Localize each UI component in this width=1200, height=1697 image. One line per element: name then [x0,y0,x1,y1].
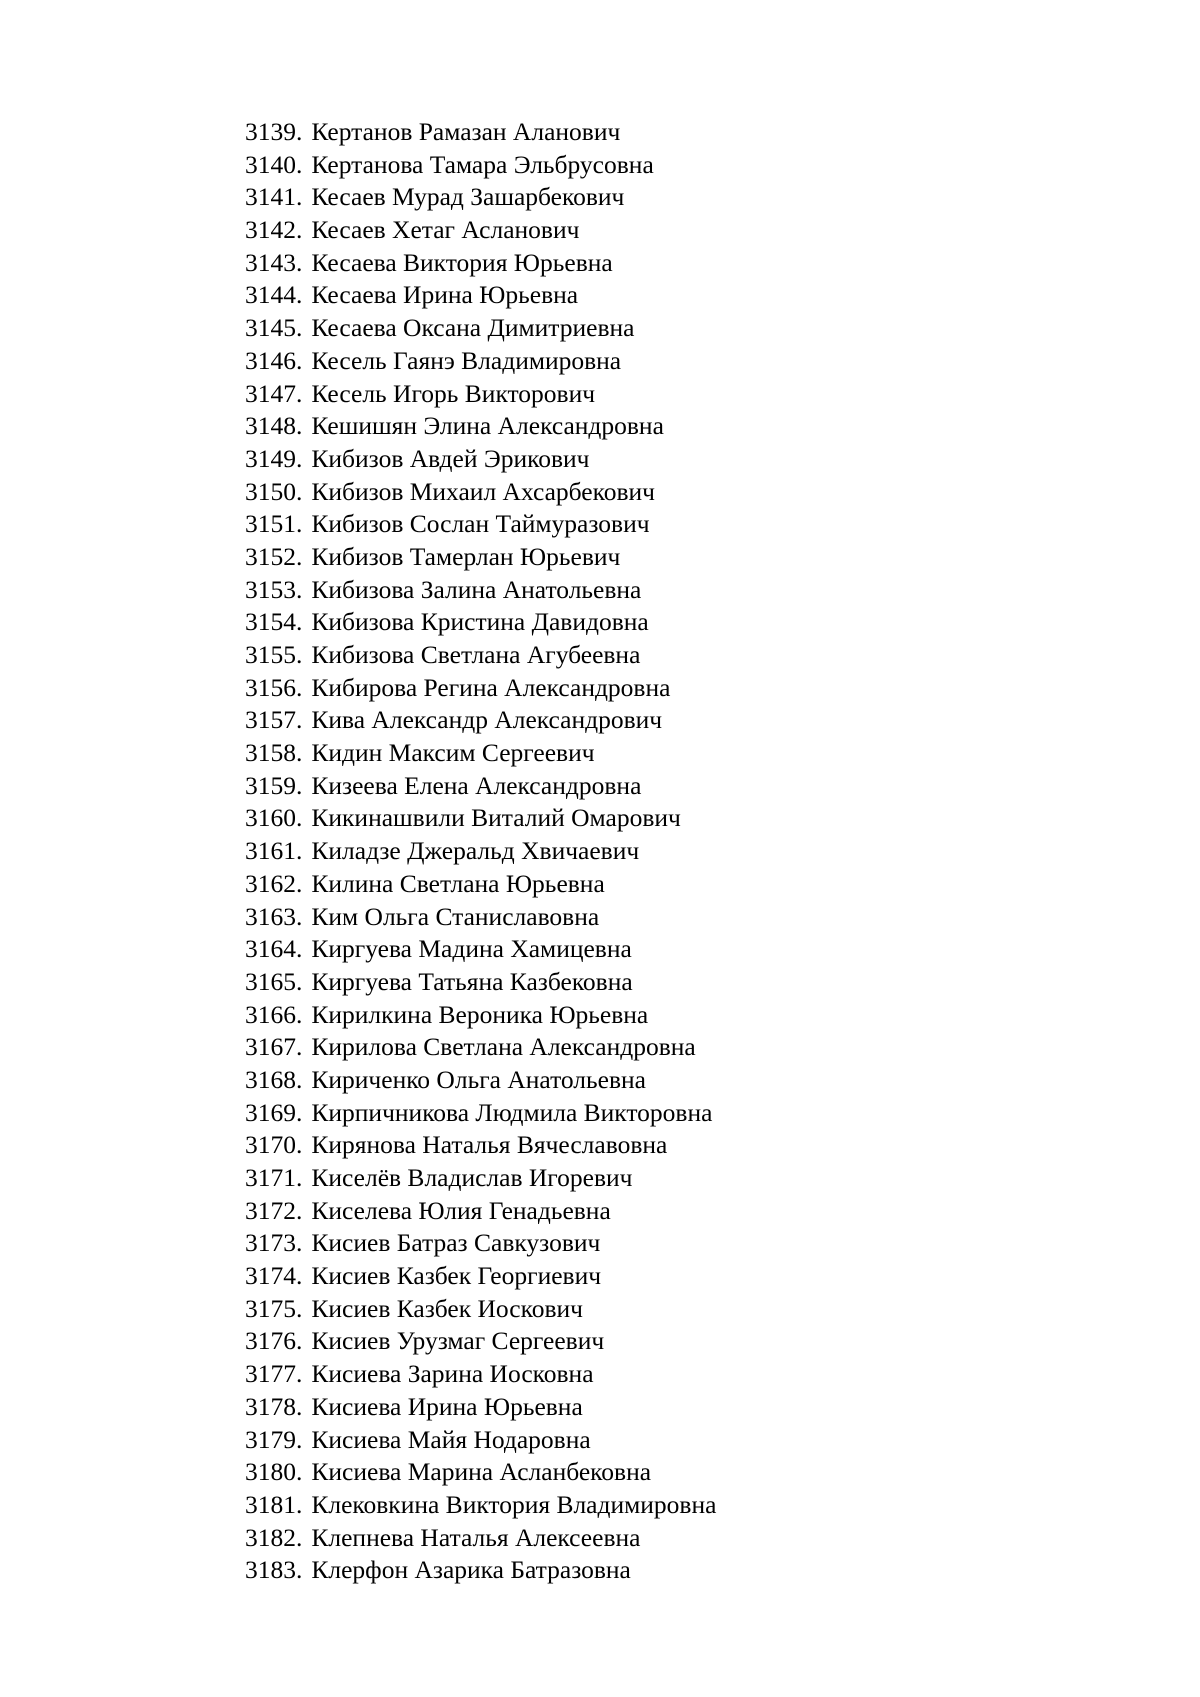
list-item [245,1358,716,1391]
entry-number: 3154. [245,607,303,637]
entry-number: 3147. [245,378,303,408]
entry-name: Киргуева Татьяна Казбековна [311,966,633,996]
entry-name: Кибизов Сослан Таймуразович [311,509,650,539]
entry-name: Кидин Максим Сергеевич [311,738,595,768]
list-item [245,933,716,966]
entry-number: 3140. [245,149,303,179]
list-item [245,410,716,443]
entry-number: 3178. [245,1391,303,1421]
list-item [245,214,716,247]
entry-name: Кисиев Урузмаг Сергеевич [311,1326,605,1356]
entry-number: 3139. [245,117,303,146]
entry-number: 3171. [245,1163,303,1192]
entry-name: Кива Александр Александрович [311,705,663,735]
list-item [245,345,716,378]
entry-name: Кесаева Ирина Юрьевна [311,280,579,310]
entry-number: 3163. [245,901,303,931]
entry-name: Кисиева Марина Асланбековна [311,1457,652,1487]
entry-number: 3173. [245,1228,303,1258]
entry-number: 3143. [245,247,303,277]
entry-number: 3156. [245,672,303,702]
entry-name: Кисиев Казбек Георгиевич [311,1261,602,1291]
entry-name: Ким Ольга Станиславовна [311,901,600,931]
entry-number: 3157. [245,705,303,735]
list-item [245,574,716,607]
entry-number: 3177. [245,1359,303,1389]
list-item [245,802,716,835]
entry-name: Кибизов Авдей Эрикович [311,443,590,473]
list-item [245,1129,716,1162]
list-item [245,901,716,934]
entry-number: 3175. [245,1293,303,1323]
list-item [245,1195,716,1228]
list-item [245,378,716,411]
entry-name: Кесаев Мурад Зашарбекович [311,182,625,212]
entry-number: 3161. [245,836,303,866]
list-item [245,1489,716,1522]
entry-name: Кисиев Батраз Савкузович [311,1228,601,1258]
entry-name: Кибизова Кристина Давидовна [311,607,649,637]
entry-number: 3158. [245,738,303,768]
entry-number: 3159. [245,770,303,800]
entry-number: 3162. [245,868,303,898]
list-item [245,1424,716,1457]
list-item [245,1260,716,1293]
list-item [245,476,716,509]
list-item [245,181,716,214]
entry-name: Кириченко Ольга Анатольевна [311,1064,646,1094]
list-item [245,541,716,574]
list-item [245,116,716,149]
entry-name: Клерфон Азарика Батразовна [311,1555,631,1585]
entry-number: 3152. [245,541,303,571]
entry-name: Кирпичникова Людмила Викторовна [311,1097,713,1127]
entry-number: 3182. [245,1522,303,1552]
entry-number: 3166. [245,999,303,1029]
entry-name: Кисиева Майя Нодаровна [311,1424,591,1454]
entry-number: 3145. [245,313,303,343]
entry-name: Кирилкина Вероника Юрьевна [311,999,649,1029]
entry-number: 3183. [245,1555,303,1585]
entry-name: Кирилова Светлана Александровна [311,1032,696,1062]
list-item [245,1031,716,1064]
entry-name: Киселёв Владислав Игоревич [311,1163,633,1192]
list-item [245,1162,716,1195]
list-item [245,770,716,803]
entry-name: Кертанова Тамара Эльбрусовна [311,149,654,179]
list-item [245,868,716,901]
list-item [245,1064,716,1097]
entry-number: 3165. [245,966,303,996]
entry-name: Клепнева Наталья Алексеевна [311,1522,641,1552]
entry-name: Клековкина Виктория Владимировна [311,1489,717,1519]
entry-number: 3179. [245,1424,303,1454]
list-item [245,1097,716,1130]
entry-number: 3172. [245,1195,303,1225]
entry-number: 3164. [245,934,303,964]
list-item [245,1227,716,1260]
entry-name: Киргуева Мадина Хамицевна [311,934,632,964]
list-item [245,704,716,737]
list-item [245,672,716,705]
list-item [245,966,716,999]
entry-number: 3149. [245,443,303,473]
entry-number: 3167. [245,1032,303,1062]
entry-name: Кисиева Зарина Иосковна [311,1359,594,1389]
entry-name: Кесель Игорь Викторович [311,378,596,408]
entry-name: Кертанов Рамазан Аланович [311,117,621,146]
entry-name: Кибирова Регина Александровна [311,672,671,702]
list-item [245,312,716,345]
entry-number: 3144. [245,280,303,310]
entry-number: 3180. [245,1457,303,1487]
entry-name: Кирянова Наталья Вячеславовна [311,1130,668,1160]
entry-name: Кибизов Михаил Ахсарбекович [311,476,655,506]
list-item [245,247,716,280]
entry-number: 3151. [245,509,303,539]
list-item [245,1522,716,1555]
list-item [245,1456,716,1489]
entry-name: Кесаева Оксана Димитриевна [311,313,635,343]
entry-number: 3160. [245,803,303,833]
entry-name: Кибизова Светлана Агубеевна [311,640,641,669]
entry-name: Кисиева Ирина Юрьевна [311,1391,583,1421]
entry-name: Килина Светлана Юрьевна [311,868,605,898]
name-list [245,116,716,1587]
entry-number: 3150. [245,476,303,506]
entry-name: Кесаев Хетаг Асланович [311,215,580,245]
entry-number: 3155. [245,640,303,669]
entry-number: 3146. [245,345,303,375]
entry-name: Киладзе Джеральд Хвичаевич [311,836,640,866]
list-item [245,1293,716,1326]
list-item [245,737,716,770]
entry-number: 3153. [245,574,303,604]
entry-name: Кесель Гаянэ Владимировна [311,345,622,375]
entry-name: Кибизов Тамерлан Юрьевич [311,541,621,571]
entry-number: 3169. [245,1097,303,1127]
list-item [245,606,716,639]
entry-number: 3148. [245,411,303,441]
list-item [245,149,716,182]
list-item [245,999,716,1032]
entry-name: Кисиев Казбек Иоскович [311,1293,583,1323]
entry-number: 3181. [245,1489,303,1519]
entry-number: 3142. [245,215,303,245]
list-item [245,639,716,672]
entry-name: Кесаева Виктория Юрьевна [311,247,613,277]
entry-number: 3170. [245,1130,303,1160]
entry-number: 3168. [245,1064,303,1094]
list-item [245,508,716,541]
entry-name: Кизеева Елена Александровна [311,770,642,800]
entry-name: Кикинашвили Виталий Омарович [311,803,681,833]
list-item [245,443,716,476]
list-item [245,1554,716,1587]
entry-number: 3176. [245,1326,303,1356]
entry-name: Кешишян Элина Александровна [311,411,664,441]
list-item [245,835,716,868]
list-item [245,279,716,312]
entry-number: 3174. [245,1261,303,1291]
list-item [245,1325,716,1358]
list-item [245,1391,716,1424]
entry-name: Киселева Юлия Генадьевна [311,1195,611,1225]
entry-number: 3141. [245,182,303,212]
entry-name: Кибизова Залина Анатольевна [311,574,642,604]
